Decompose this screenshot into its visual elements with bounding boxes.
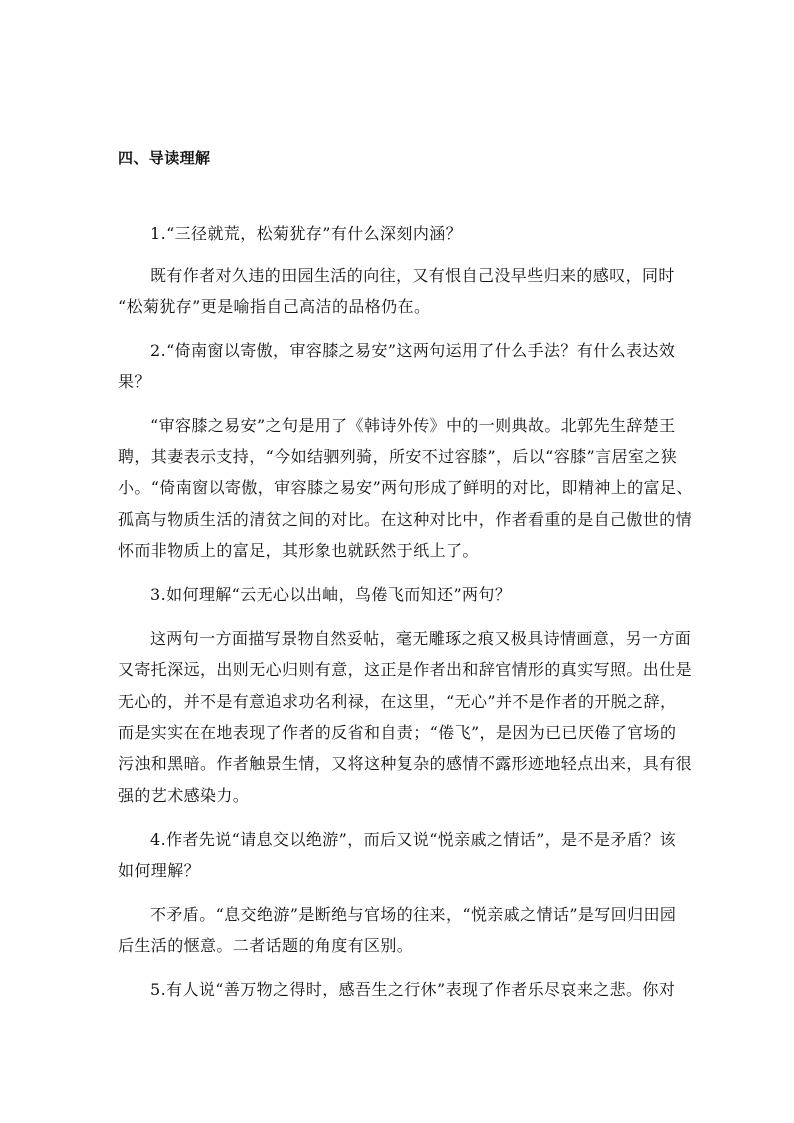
answer-3-line-2: 又寄托深远，出则无心归则有意，这正是作者出和辞官情形的真实写照。出仕是 [118, 660, 693, 679]
answer-1-line-2: “松菊犹存”更是喻指自己高洁的品格仍在。 [118, 297, 431, 316]
answer-3-line-4: 而是实实在在地表现了作者的反省和自责；“倦飞”，是因为已已厌倦了官场的 [118, 723, 677, 742]
answer-4-line-1: 不矛盾。“息交绝游”是断绝与官场的往来，“悦亲戚之情话”是写回归田园 [150, 905, 677, 924]
section-heading: 四、导读理解 [118, 149, 211, 167]
answer-2-line-2: 聘，其妻表示支持，“今如结驷列骑，所安不过容膝”，后以“容膝”言居室之狭 [118, 447, 678, 466]
question-4-line-2: 如何理解？ [118, 861, 201, 880]
question-2-line-2: 果？ [118, 372, 151, 391]
answer-3-line-1: 这两句一方面描写景物自然妥帖，毫无雕琢之痕又极具诗情画意，另一方面 [150, 629, 692, 648]
answer-3-line-3: 无心的，并不是有意追求功名利禄，在这里，“无心”并不是作者的开脱之辞， [118, 692, 677, 711]
answer-3-line-6: 强的艺术感染力。 [118, 786, 250, 805]
answer-2-line-4: 孤高与物质生活的清贫之间的对比。在这种对比中，作者看重的是自己傲世的情 [118, 510, 693, 529]
answer-4-line-2: 后生活的惬意。二者话题的角度有区别。 [118, 936, 414, 955]
answer-2-line-1: “审容膝之易安”之句是用了《韩诗外传》中的一则典故。北郭先生辞楚王 [150, 416, 676, 435]
question-2-line-1: 2.“倚南窗以寄傲，审容膝之易安”这两句运用了什么手法？有什么表达效 [150, 341, 676, 360]
question-3-line-1: 3.如何理解“云无心以出岫，鸟倦飞而知还”两句？ [150, 585, 512, 604]
answer-3-line-5: 污浊和黑暗。作者触景生情，又将这种复杂的感情不露形迹地轻点出来，具有很 [118, 754, 693, 773]
answer-2-line-3: 小。“倚南窗以寄傲，审容膝之易安”两句形成了鲜明的对比，即精神上的富足、 [118, 478, 693, 497]
answer-2-line-5: 怀而非物质上的富足，其形象也就跃然于纸上了。 [118, 541, 479, 560]
question-4-line-1: 4.作者先说“请息交以绝游”，而后又说“悦亲戚之情话”，是不是矛盾？该 [150, 830, 676, 849]
question-5-line-1: 5.有人说“善万物之得时，感吾生之行休”表现了作者乐尽哀来之悲。你对 [150, 980, 676, 999]
answer-1-line-1: 既有作者对久违的田园生活的向往，又有恨自己没早些归来的感叹，同时 [150, 266, 675, 285]
question-1-line-1: 1.“三径就荒，松菊犹存”有什么深刻内涵？ [150, 224, 463, 243]
